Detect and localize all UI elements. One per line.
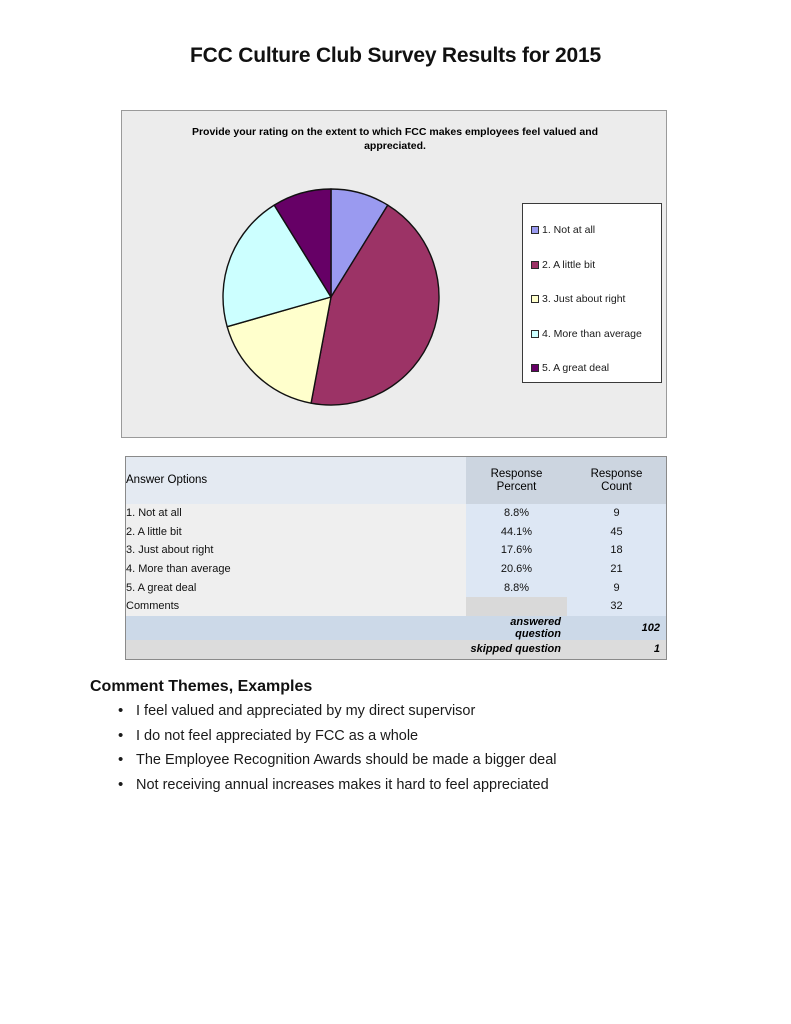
list-item-text: The Employee Recognition Awards should be made a bigger deal [136,752,557,768]
chart-legend [522,203,662,383]
cell-response-count: 18 [567,541,666,560]
list-item [90,773,730,798]
cell-response-count: 32 [567,597,666,616]
cell-response-percent: 8.8% [466,504,567,523]
table-row-comments [126,597,666,616]
bullet-icon: • [118,775,124,793]
cell-response-count: 9 [567,504,666,523]
table-row [126,523,666,542]
legend-swatch-icon-3 [531,295,539,303]
legend-item-5 [531,351,661,386]
table-body [126,504,666,659]
cell-response-percent: 20.6% [466,560,567,579]
footer-value-skipped: 1 [567,640,666,659]
list-item-text: I do not feel appreciated by FCC as a whole [136,727,419,744]
page-title: FCC Culture Club Survey Results for 2015 [190,44,601,67]
column-header-response-count-line2: Count [601,480,632,493]
list-item [90,748,730,773]
cell-response-count: 21 [567,560,666,579]
comment-themes-section [90,678,730,797]
footer-label-answered: answered question [466,616,567,640]
column-header-response-count-line1: Response [590,467,643,480]
cell-answer-option: Comments [126,597,466,616]
list-item [90,724,730,749]
cell-answer-option: 1. Not at all [126,504,466,523]
legend-label-2: 2. A little bit [542,258,596,271]
cell-answer-option: 5. A great deal [126,578,466,597]
column-header-response-count [567,457,666,504]
legend-item-4 [531,317,661,352]
column-header-response-percent [466,457,567,504]
legend-swatch-icon-2 [531,261,539,269]
cell-response-percent: 8.8% [466,578,567,597]
legend-item-1 [531,213,661,248]
bullet-icon: • [118,751,124,768]
pie-chart-svg [222,183,440,411]
list-item-text: Not receiving annual increases makes it hard to feel appreciated [136,776,549,793]
footer-spacer [126,616,466,640]
list-item [90,699,730,724]
cell-response-count: 45 [567,523,666,542]
legend-label-4: 4. More than average [542,327,642,340]
bullet-icon: • [118,726,124,744]
legend-swatch-icon-4 [531,330,539,338]
column-header-response-percent-line2: Percent [496,480,537,493]
legend-swatch-icon-5 [531,364,539,372]
comment-themes-list [90,699,730,797]
table-row [126,541,666,560]
table-footer-skipped [126,640,666,659]
footer-value-answered: 102 [567,616,666,640]
cell-answer-option: 4. More than average [126,560,466,579]
results-table [126,457,666,659]
cell-response-percent: 17.6% [466,541,567,560]
results-table-container [125,456,667,660]
column-header-answer-options: Answer Options [126,457,466,504]
footer-spacer [126,640,466,659]
list-item-text: I feel valued and appreciated by my direct supervisor [136,703,476,719]
legend-item-2 [531,248,661,283]
comment-themes-heading: Comment Themes, Examples [90,678,313,695]
legend-item-3 [531,282,661,317]
table-row [126,560,666,579]
table-row [126,504,666,523]
pie-chart [222,183,440,411]
legend-label-1: 1. Not at all [542,224,596,237]
cell-answer-option: 3. Just about right [126,541,466,560]
cell-response-percent: 44.1% [466,523,567,542]
legend-label-3: 3. Just about right [542,293,626,306]
legend-swatch-icon-1 [531,226,539,234]
chart-panel [121,110,667,438]
table-footer-answered [126,616,666,640]
cell-answer-option: 2. A little bit [126,523,466,542]
table-header-row [126,457,666,504]
legend-label-5: 5. A great deal [542,362,610,375]
cell-response-percent [466,597,567,616]
table-row [126,578,666,597]
bullet-icon: • [118,702,124,719]
table-header [126,457,666,504]
footer-label-skipped: skipped question [466,640,567,659]
cell-response-count: 9 [567,578,666,597]
chart-title: Provide your rating on the extent to which FCC makes employees feel valued and appreciated. [191,126,599,152]
column-header-response-percent-line1: Response [490,467,543,480]
